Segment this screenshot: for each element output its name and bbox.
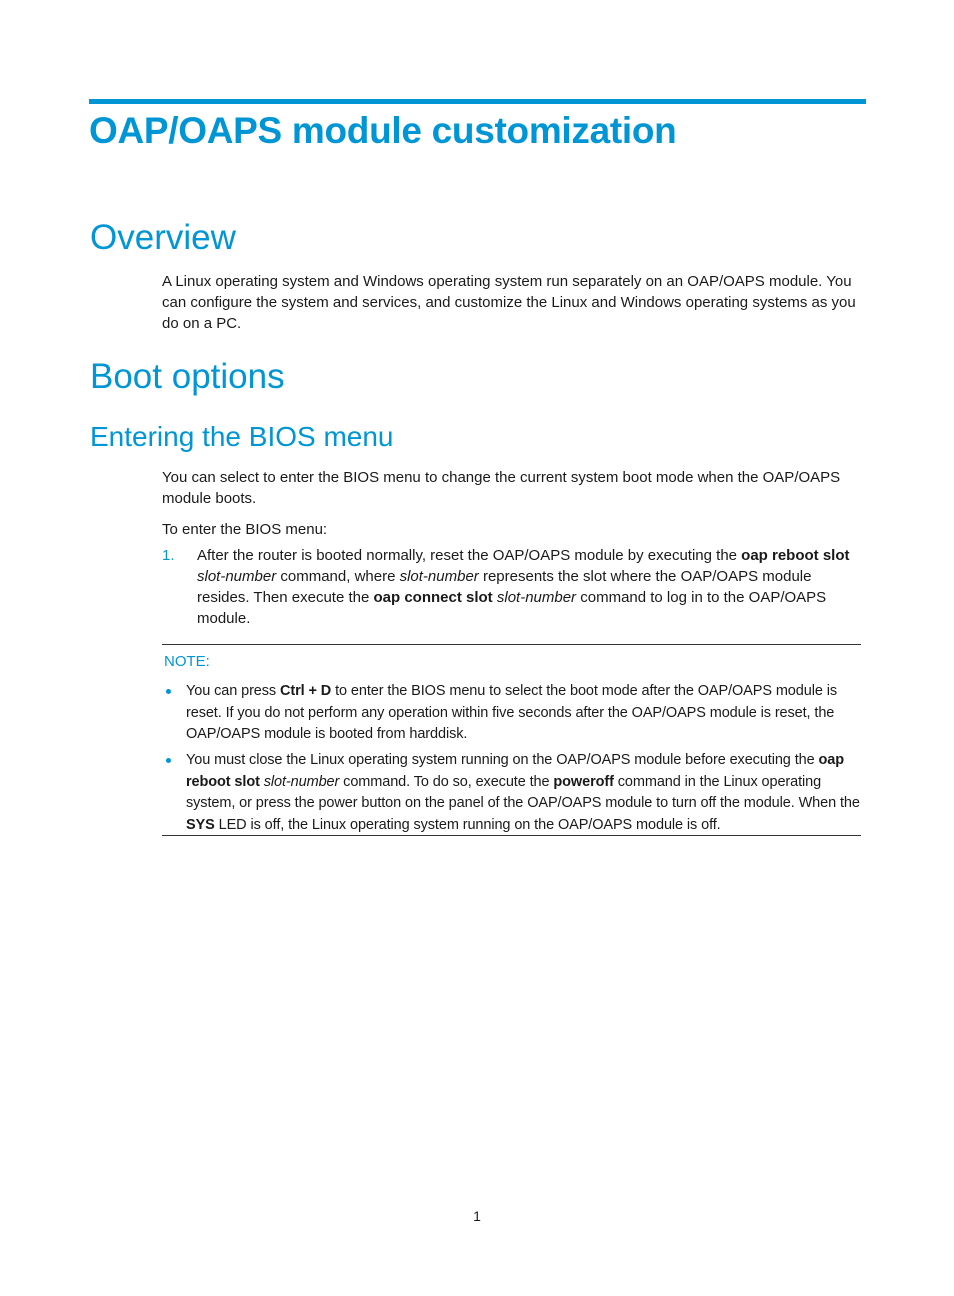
command-argument: slot-number: [197, 568, 277, 585]
chapter-top-rule: [89, 99, 866, 104]
entering-bios-heading: Entering the BIOS menu: [90, 421, 394, 452]
overview-paragraph: A Linux operating system and Windows operating system run separately on an OAP/OAPS module. You can configure the system and services, and customize the Linux and Windows operating systems as you do on a PC.: [162, 273, 856, 332]
command-keyword: poweroff: [553, 773, 614, 790]
page-number: 1: [473, 1208, 481, 1224]
bios-intro-paragraph: You can select to enter the BIOS menu to change the current system boot mode when the OAP/OAPS module boots.: [162, 469, 841, 507]
bios-lead-paragraph: To enter the BIOS menu:: [162, 521, 328, 538]
note-box: [162, 644, 861, 836]
command-argument: slot-number: [399, 568, 479, 585]
bullet-icon: [166, 758, 171, 763]
command-keyword: oap reboot slot: [186, 752, 844, 790]
bullet-icon: [166, 689, 171, 694]
step-1-text: After the router is booted normally, reset the OAP/OAPS module by executing the oap reboot slot slot-number command, where slot-number represents the slot where the OAP/OAPS module resides. Then execute the oap connect slot slot-number command to log in to the OAP/OAPS module.: [197, 547, 850, 627]
command-keyword: oap connect slot: [373, 589, 493, 606]
key-combination: Ctrl + D: [280, 683, 332, 699]
command-argument: slot-number: [496, 589, 577, 606]
chapter-title: OAP/OAPS module customization: [89, 110, 677, 151]
boot-options-heading: Boot options: [90, 357, 285, 396]
command-argument: slot-number: [263, 773, 340, 790]
step-number: 1.: [162, 547, 175, 564]
note-item-1-text: You can press Ctrl + D to enter the BIOS menu to select the boot mode after the OAP/OAPS module is reset. If you do not perform any operation within five seconds after the OAP/OAPS module is reset, the OAP/OAPS module is booted from harddisk.: [186, 683, 837, 742]
command-keyword: oap reboot slot: [741, 547, 850, 564]
note-label: NOTE:: [164, 653, 210, 670]
note-item-2-text: You must close the Linux operating system running on the OAP/OAPS module before executing the oap reboot slot slot-number command. To do so, execute the poweroff command in the Linux operating system, or press the power button on the panel of the OAP/OAPS module to turn off the module. When the SYS LED is off, the Linux operating system running on the OAP/OAPS module is off.: [186, 752, 860, 833]
overview-heading: Overview: [90, 218, 236, 257]
led-name: SYS: [186, 816, 215, 833]
